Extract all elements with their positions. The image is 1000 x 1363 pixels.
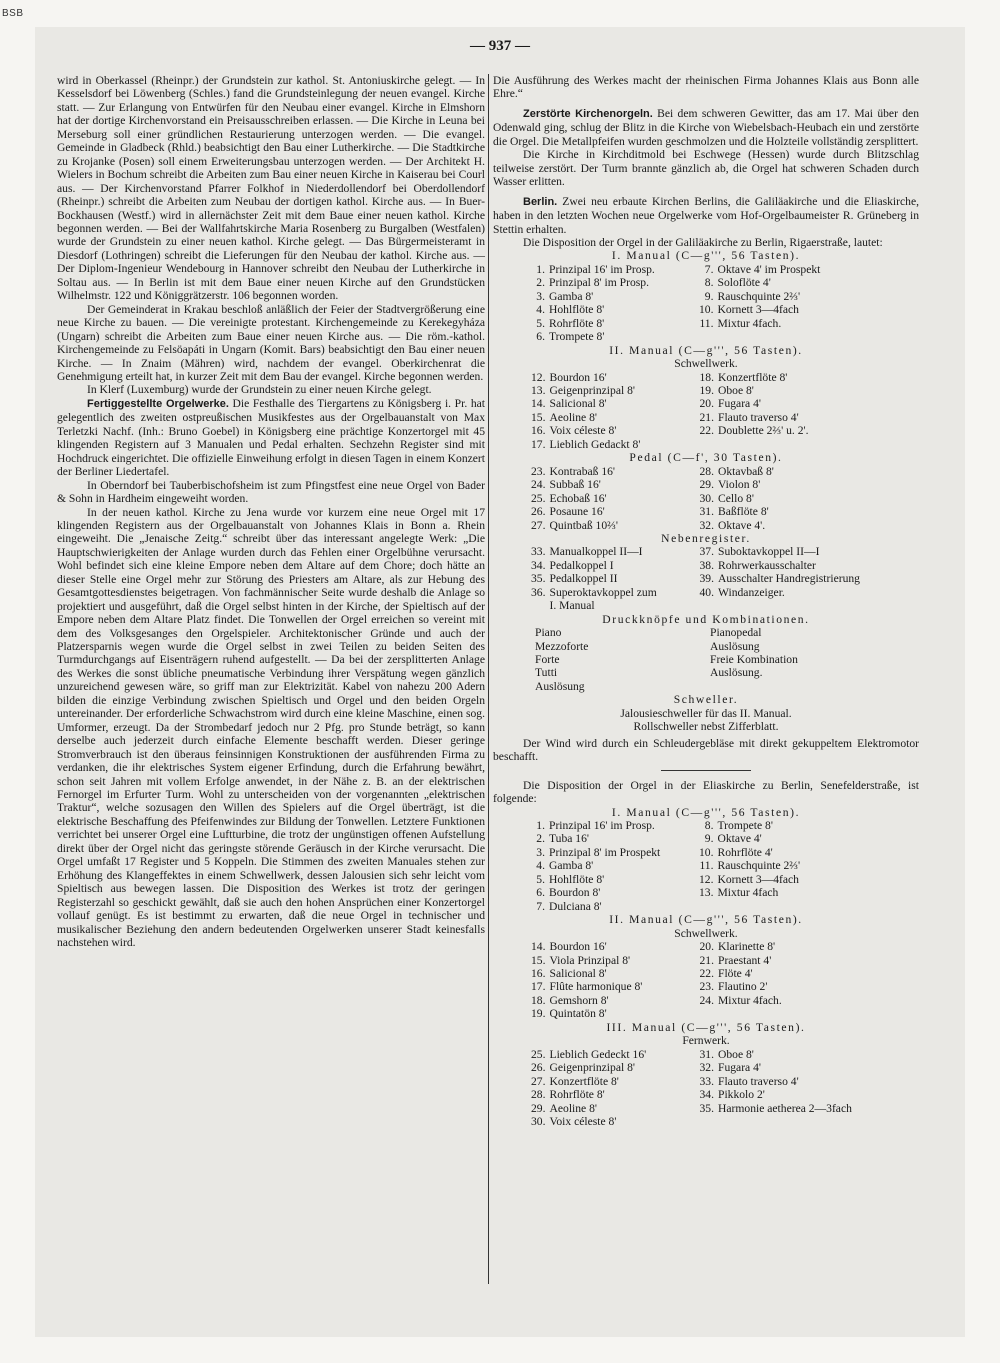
register-name: Fugara 4'	[718, 397, 761, 411]
register-number: 24.	[699, 993, 714, 1007]
register-name: Prinzipal 8' im Prosp.	[549, 276, 649, 290]
register-number: 5.	[536, 872, 545, 886]
register-number: 10.	[699, 303, 714, 317]
combination-item: Tutti	[535, 666, 558, 680]
combination-item	[710, 680, 885, 693]
register-number: 20.	[699, 940, 714, 954]
register-number: 2.	[536, 832, 545, 846]
register-number: 6.	[536, 330, 545, 344]
register-number: 1.	[536, 262, 545, 276]
register-row	[531, 371, 808, 384]
section-heading: Zerstörte Kirchenorgeln.	[523, 107, 653, 120]
register-number: 26.	[531, 505, 546, 519]
section-divider	[661, 770, 751, 771]
register-name: Mixtur 4fach.	[718, 993, 782, 1007]
manual-subheading: Schwellwerk.	[674, 926, 738, 940]
register-number: 25.	[531, 491, 546, 505]
register-number: 4.	[536, 859, 545, 873]
register-name: Oboe 8'	[718, 1047, 754, 1061]
register-number: 5.	[536, 316, 545, 330]
register-name: Trompete 8'	[549, 330, 605, 344]
register-table	[531, 1048, 852, 1129]
register-table	[531, 545, 860, 612]
register-name: Voix céleste 8'	[549, 1114, 617, 1128]
register-table	[531, 819, 800, 913]
register-number: 8.	[704, 819, 714, 833]
combination-row	[535, 666, 885, 679]
register-number: 22.	[699, 424, 714, 438]
section-heading: Fertiggestellte Orgelwerke.	[87, 397, 229, 410]
register-number: 3.	[536, 289, 545, 303]
register-row	[531, 572, 860, 585]
library-logo: BSB	[2, 8, 24, 19]
register-name: Mixtur 4fach.	[717, 316, 782, 330]
register-name: Gemshorn 8'	[549, 993, 609, 1007]
register-name: Geigenprinzipal 8'	[549, 383, 635, 397]
register-number: 30.	[531, 1114, 546, 1128]
register-number	[700, 1115, 719, 1128]
register-name: Gamba 8'	[549, 859, 594, 873]
register-row	[531, 411, 808, 424]
register-number: 33.	[531, 545, 546, 559]
register-row	[531, 1075, 852, 1088]
register-number: 22.	[699, 967, 714, 980]
register-number: 1.	[536, 819, 545, 833]
register-name: Posaune 16'	[549, 505, 605, 519]
register-row	[531, 599, 860, 612]
register-name: Manualkoppel II—I	[549, 545, 643, 559]
register-name: Violon 8'	[718, 478, 761, 492]
schweller-heading: Schweller.	[673, 693, 739, 707]
register-name: Aeoline 8'	[549, 1101, 597, 1115]
register-number: 33.	[699, 1074, 714, 1088]
register-name: Lieblich Gedeckt 16'	[549, 1047, 647, 1061]
register-name: Dulciana 8'	[549, 899, 602, 913]
section-text: Die Festhalle des Tiergartens zu Königsberg i. Pr. hat gelegentlich des zweiten ostpreußischen Musikfestes aus der Orgelbauanstalt von Max Terletzki Nachf. (Inh.: Bruno Goebel) in Königsberg eine prächtige Konzertorgel mit 45 klingenden Registern auf 3 Manualen und Pedal erhalten. Sechzehn Register sind mit Hochdruck eingerichtet. Die offizielle Einweihung erfolgt in diesen Tagen in einem Konzert der Berliner Liedertafel.	[57, 396, 486, 479]
register-number: 19.	[699, 383, 714, 397]
druckknoepfe-heading: Druckknöpfe und Kombinationen.	[602, 612, 810, 626]
register-name	[718, 438, 808, 451]
register-row	[531, 505, 774, 518]
register-number: 30.	[699, 491, 714, 505]
register-number	[700, 438, 719, 451]
register-name: Quintatön 8'	[549, 1007, 607, 1021]
register-name: Salicional 8'	[549, 967, 607, 980]
register-name: Tuba 16'	[549, 832, 589, 846]
register-name: Prinzipal 16' im Prosp.	[549, 262, 655, 276]
register-row	[531, 276, 820, 289]
nebenregister-heading: Nebenregister.	[661, 531, 751, 545]
register-name: Oboe 8'	[718, 383, 754, 397]
register-name: Flöte 4'	[718, 967, 753, 980]
register-row	[531, 263, 820, 276]
register-number	[700, 599, 719, 612]
register-row	[531, 819, 800, 832]
right-column	[493, 74, 919, 1128]
register-name: Klarinette 8'	[718, 940, 776, 954]
register-number: 17.	[531, 437, 546, 451]
register-row	[531, 438, 808, 451]
register-number: 12.	[531, 370, 546, 384]
register-name: Viola Prinzipal 8'	[549, 953, 631, 967]
register-number: 14.	[531, 397, 546, 411]
register-number: 23.	[699, 980, 714, 994]
register-name: Kontrabaß 16'	[549, 464, 616, 478]
register-name: Oktavbaß 8'	[718, 464, 774, 478]
section-berlin	[493, 195, 919, 236]
register-number: 23.	[531, 464, 546, 478]
register-name	[718, 1007, 782, 1020]
register-row	[531, 940, 782, 953]
register-number: 29.	[699, 478, 714, 492]
register-number: 15.	[531, 410, 546, 424]
register-name: Suboktavkoppel II—I	[718, 545, 820, 559]
schweller-line: Rollschweller nebst Zifferblatt.	[633, 720, 779, 734]
register-row	[531, 317, 820, 330]
register-row	[531, 967, 782, 980]
register-name: Rauschquinte 2⅔'	[717, 289, 801, 303]
register-name: Kornett 3—4fach	[717, 872, 799, 886]
register-name: Salicional 8'	[549, 397, 607, 411]
register-name: Fugara 4'	[718, 1061, 761, 1075]
section-heading: Berlin.	[523, 195, 558, 208]
register-row	[531, 303, 820, 316]
combination-row	[535, 680, 885, 693]
register-name: Flauto traverso 4'	[718, 410, 799, 424]
register-name: Mixtur 4fach	[717, 886, 779, 900]
register-name: Echobaß 16'	[549, 491, 607, 505]
register-number: 8.	[704, 276, 714, 290]
combination-item: Auslösung	[710, 639, 760, 653]
galilaea-disposition	[493, 249, 919, 763]
manual-heading: II. Manual (C—g''', 56 Tasten).	[609, 913, 803, 927]
register-row	[531, 559, 860, 572]
register-row	[531, 492, 774, 505]
left-column	[57, 74, 485, 949]
register-number	[700, 1007, 719, 1020]
register-name: Voix céleste 8'	[549, 424, 617, 438]
register-name: Flauto traverso 4'	[718, 1074, 799, 1088]
register-table	[531, 263, 820, 344]
register-number: 15.	[531, 953, 546, 967]
register-name: Cello 8'	[718, 491, 754, 505]
register-name: Pikkolo 2'	[718, 1088, 765, 1102]
register-number: 40.	[699, 585, 714, 599]
register-row	[531, 1061, 852, 1074]
register-name	[718, 330, 821, 343]
register-number: 16.	[531, 967, 546, 980]
register-name: Prinzipal 16' im Prosp.	[549, 819, 655, 833]
register-number: 7.	[704, 262, 714, 276]
register-name: Pedalkoppel I	[549, 558, 614, 572]
register-number: 14.	[531, 940, 546, 954]
register-name: I. Manual	[549, 599, 595, 613]
combination-row	[535, 640, 885, 653]
register-number: 18.	[699, 370, 714, 384]
manual-heading: III. Manual (C—g''', 56 Tasten).	[606, 1020, 806, 1034]
section-text: Bei dem schweren Gewitter, das am 17. Mai über den Odenwald ging, schlug der Blitz in die Kirche von Wiebelsbach-Heubach ein und zerstörte die Orgel. Die Metallpfeifen wurden geschmolzen und die Holzteile vollständig zersplittert.	[493, 106, 920, 148]
register-row	[531, 290, 820, 303]
register-row	[531, 397, 808, 410]
register-row	[531, 1115, 852, 1128]
elias-disposition	[493, 806, 919, 1129]
register-name: Baßflöte 8'	[718, 505, 769, 519]
register-name: Hohlflöte 8'	[549, 303, 605, 317]
register-name: Harmonie aetherea 2—3fach	[718, 1101, 852, 1115]
register-number: 17.	[531, 980, 546, 994]
register-name: Rohrflöte 8'	[549, 316, 605, 330]
register-number: 11.	[699, 859, 714, 873]
section-text: Zwei neu erbaute Kirchen Berlins, die Galiläakirche und die Eliaskirche, haben in den letzten Wochen neue Orgelwerke vom Hof-Orgelbaumeister R. Grüneberg in Stettin erhalten.	[493, 194, 919, 236]
register-number: 35.	[699, 1101, 714, 1115]
register-name: Rohrflöte 4'	[717, 845, 773, 859]
register-row	[531, 1048, 852, 1061]
register-number: 21.	[699, 410, 714, 424]
register-number: 34.	[531, 558, 546, 572]
combination-item: Auslösung	[535, 679, 585, 693]
combination-item: Mezzoforte	[535, 639, 589, 653]
register-name: Doublette 2⅔' u. 2'.	[718, 424, 809, 438]
register-name: Subbaß 16'	[549, 478, 601, 492]
combination-row	[535, 653, 885, 666]
news-paragraph: In der neuen kathol. Kirche zu Jena wurde vor kurzem eine neue Orgel mit 17 klingenden Registern aus der Orgelbauanstalt von Johannes Klais in Bonn a. Rhein eingeweiht. Die „Jenaische Zeitg.“ schreibt über das interessant angelegte Werk: „Die Hauptschwierigkeiten der Anlage wurden durch das Fehlen einer Orgelbühne verursacht. Wohl befindet sich eine kleine Empore neben dem Altare auf dem Chore; doch hätte an dieser Stelle eine Orgel mehr zur Störung des Priesters am Altare, als zur Hebung des Gesamtgottesdienstes beigetragen. Von fachmännischer Seite wurde deshalb die Anlage so projektiert und ausgeführt, daß die Orgel selbst hinten in der Kirche, der Spieltisch auf der Empore neben dem Altare Platz findet. Die Tonwellen der Orgel erreichen so vereint mit dem des Volksgesanges den Orgelspieler. Architektonischer Gründe und auch der Platzersparnis wegen wurde die Orgel selbst in zwei Teilen zu beiden Seiten des Turmdurchgangs auf Eisenträgern ruhend aufgestellt. — Da bei der zersplitterten Anlage des Werkes die sonst übliche pneumatische Verbindung ihrer Verspätung wegen gänzlich unzureichend gewesen wäre, so griff man zur Elektrizität. Kabel von nahezu 200 Adern bilden die einzige Verbindung zwischen Spieltisch und Orgel und den beiden Orgeln untereinander. Der erforderliche Schwachstrom wird durch eine kleine Maschine, einen sog. Umformer, erzeugt. Da der Strombedarf jedoch nur 2 Pfg. pro Stunde beträgt, so kann derselbe auch jederzeit durch einfache Elemente beschafft werden. Dieser geringe Stromverbrauch ist den überaus feinsinnigen Konstruktionen der ausführenden Firma zu verdanken, die ihr elektrisches System eigener Erfindung, durch die Erfahrung bewährt, schon seit Jahren mit vollem Erfolge anwendet, in der Nähe z. B. an der elektrischen Fernorgel im Erfurter Turm. Wohl zu unterscheiden von der vorgenannten „elektrischen Traktur“, welche sozusagen den Willen des Spielers auf die Orgel überträgt, ist die elektrische Beschaffung des Pfeifenwindes zur Bildung der Tonwellen. Letztere Funktionen verrichtet bei unserer Orgel eine Luftturbine, die trotz der ungünstigen offenen Aufstellung direkt über der Orgel nicht das geringste störende Geräusch in der Kirche verursacht. Die Orgel umfaßt 17 Register und 5 Koppeln. Die Stimmen des zweiten Manuales stehen zur Erhöhung des Klangeffektes in einem Schwellwerk, dessen Jalousien sich sehr leicht vom Spieltisch aus bewegen lassen. Die Disposition des Werkes ist trotz der geringen Registerzahl so geschickt gewählt, daß sie auch den hohen Ansprüchen einer Konzertorgel vollauf genügt. Es ist bestimmt zu erwarten, daß die neue Orgel in technischer und musikalischer Beziehung den andern bedeutenden Orgelwerken unserer Stadt keinesfalls nachstehen wird.	[57, 505, 485, 949]
register-number	[699, 330, 718, 343]
news-paragraph: In Klerf (Luxemburg) wurde der Grundstein zu einer neuen Kirche gelegt.	[87, 383, 432, 397]
wind-paragraph: Der Wind wird durch ein Schleudergebläse mit direkt gekuppeltem Elektromotor beschafft.	[493, 736, 919, 764]
register-name: Hohlflöte 8'	[549, 872, 605, 886]
combination-item: Forte	[535, 653, 560, 667]
register-name: Lieblich Gedackt 8'	[549, 437, 641, 451]
page-number: — 937 —	[470, 38, 530, 54]
register-name: Gamba 8'	[549, 289, 594, 303]
register-row	[531, 384, 808, 397]
news-paragraph: Die Kirche in Kirchditmold bei Eschwege (Hessen) wurde durch Blitzschlag teilweise zerstört. Der Turm brannte gänzlich ab, die Orgel hat schweren Schaden durch Wasser erlitten.	[493, 148, 919, 189]
register-name: Bourdon 16'	[549, 370, 607, 384]
manual-heading: I. Manual (C—g''', 56 Tasten).	[611, 249, 801, 263]
disposition-intro: Die Disposition der Orgel in der Eliaskirche zu Berlin, Senefelderstraße, ist folgende:	[493, 778, 919, 806]
register-number: 32.	[699, 1061, 714, 1075]
register-name	[718, 1115, 852, 1128]
register-row	[531, 859, 800, 872]
register-number: 2.	[536, 276, 545, 290]
register-table	[531, 940, 782, 1021]
register-row	[531, 519, 774, 532]
register-number: 29.	[531, 1101, 546, 1115]
register-name: Quintbaß 10⅔'	[549, 518, 618, 532]
register-number: 34.	[699, 1088, 714, 1102]
register-name: Ausschalter Handregistrierung	[718, 572, 860, 586]
disposition-intro: Die Disposition der Orgel in der Galiläakirche zu Berlin, Rigaerstraße, lautet:	[523, 235, 883, 249]
register-number: 16.	[531, 424, 546, 438]
register-number: 28.	[699, 464, 714, 478]
register-row	[531, 330, 820, 343]
register-row	[531, 478, 774, 491]
register-name: Kornett 3—4fach	[717, 303, 799, 317]
register-row	[531, 873, 800, 886]
register-name: Windanzeiger.	[718, 585, 785, 599]
manual-heading: I. Manual (C—g''', 56 Tasten).	[611, 805, 801, 819]
register-name: Geigenprinzipal 8'	[549, 1061, 635, 1075]
combination-row	[535, 626, 885, 639]
register-number: 13.	[699, 886, 714, 900]
register-number: 11.	[699, 316, 714, 330]
register-number: 37.	[699, 545, 714, 559]
register-name: Flûte harmonique 8'	[549, 980, 643, 994]
register-row	[531, 1007, 782, 1020]
section-zerstoert	[493, 107, 919, 148]
news-paragraph: In Oberndorf bei Tauberbischofsheim ist zum Pfingstfest eine neue Orgel von Bader & Sohn in Hardheim eingeweiht worden.	[57, 478, 485, 506]
register-number: 4.	[536, 303, 545, 317]
manual-subheading: Fernwerk.	[682, 1034, 730, 1048]
register-name: Rauschquinte 2⅔'	[717, 859, 801, 873]
combination-item: Freie Kombination	[710, 653, 798, 667]
register-name	[718, 599, 860, 612]
register-row	[531, 846, 800, 859]
register-number: 27.	[531, 518, 546, 532]
register-number: 36.	[531, 585, 546, 599]
register-row	[531, 994, 782, 1007]
register-name: Konzertflöte 8'	[549, 1074, 619, 1088]
combination-item: Piano	[535, 626, 562, 640]
register-number	[699, 900, 718, 913]
register-name: Soloflöte 4'	[717, 276, 771, 290]
register-row	[531, 465, 774, 478]
register-name: Praestant 4'	[718, 953, 772, 967]
register-number: 20.	[699, 397, 714, 411]
register-number: 10.	[699, 845, 714, 859]
combination-item: Auslösung.	[710, 666, 763, 680]
register-number: 9.	[704, 289, 714, 303]
register-number: 26.	[531, 1061, 546, 1075]
manual-heading: II. Manual (C—g''', 56 Tasten).	[609, 343, 803, 357]
combination-table	[535, 626, 885, 693]
register-number: 25.	[531, 1047, 546, 1061]
register-name: Bourdon 8'	[549, 886, 601, 900]
register-number: 13.	[531, 383, 546, 397]
combination-item: Pianopedal	[710, 626, 762, 640]
register-name: Pedalkoppel II	[549, 572, 618, 586]
register-name: Konzertflöte 8'	[718, 370, 788, 384]
register-name: Aeoline 8'	[549, 410, 597, 424]
register-number: 6.	[536, 886, 545, 900]
register-number: 27.	[531, 1074, 546, 1088]
register-row	[531, 545, 860, 558]
register-row	[531, 832, 800, 845]
register-name: Oktave 4' im Prospekt	[717, 262, 821, 276]
register-name: Bourdon 16'	[549, 940, 607, 954]
register-row	[531, 900, 800, 913]
register-number: 12.	[699, 872, 714, 886]
register-name: Oktave 4'.	[718, 518, 766, 532]
register-number: 28.	[531, 1088, 546, 1102]
register-name: Trompete 8'	[717, 819, 773, 833]
column-divider	[488, 74, 489, 1284]
register-name: Flautino 2'	[718, 980, 768, 994]
register-number: 35.	[531, 572, 546, 586]
register-number: 31.	[699, 1047, 714, 1061]
news-paragraph: Der Gemeinderat in Krakau beschloß anläßlich der Feier der Stadtvergrößerung eine neue Kirche zu bauen. — Die vereinigte protestant. Kirchengemeinde zu Kerekegyháza (Ungarn) schreibt die Arbeiten zum Baue einer neuen Kirche aus. — Die röm.-kathol. Kirchengemeinde zu Felsöapáti in Ungarn (Komit. Bars) beabsichtigt den Bau einer neuen Kirche. — In Znaim (Mähren) wird, nachdem der evangel. Oberkirchenrat die Genehmigung erteilt hat, in kurzer Zeit mit dem Bau der evangel. Kirche begonnen werden.	[57, 302, 485, 383]
register-number: 3.	[536, 845, 545, 859]
register-name	[718, 900, 801, 913]
register-number: 38.	[699, 558, 714, 572]
section-fertiggestellte	[57, 397, 485, 479]
register-number: 32.	[699, 518, 714, 532]
register-number: 19.	[531, 1007, 546, 1021]
register-number: 9.	[704, 832, 714, 846]
register-name: Prinzipal 8' im Prospekt	[549, 845, 661, 859]
register-name: Rohrflöte 8'	[549, 1088, 605, 1102]
register-row	[531, 980, 782, 993]
news-paragraph: wird in Oberkassel (Rheinpr.) der Grundstein zur kathol. St. Antoniuskirche gelegt. — In Kesselsdorf bei Löwenberg (Schles.) fand die Grundsteinlegung der neuen evangel. Kirche statt. — Zur Erlangung von Entwürfen für den Neubau einer evangel. Kirche in Elmshorn hat der dortige Kirchenvorstand ein Preisausschreiben erlassen. — Die Kirche in Leuna bei Merseburg soll einer gründlichen Restaurierung unterzogen werden. — Die evangel. Gemeinde in Gladbeck (Rhld.) beabsichtigt den Bau einer Lutherkirche. — Die Stadtkirche zu Krojanke (Posen) soll einem Erweiterungsbau unterzogen werden. — Der Architekt H. Wielers in Bochum schreibt die Arbeiten zum Bau einer neuen Kirche in Kaiserau bei Courl aus. — Der Kirchenvorstand Pfarrer Folkhof in Niederdollendorf bei Oberdollendorf (Rheinpr.) schreibt die Arbeiten zum Neubau der dortigen kathol. Kirche aus. — In Buer-Bockhausen (Westf.) wird in allernächster Zeit mit dem Baue einer neuen kathol. Kirche begonnen werden. — Bei der Wallfahrtskirche Maria Rosenberg zu Burgalben (Westfalen) wurde der Grundstein zu einer neuen kathol. Kirche gelegt. — Das Bürgermeisteramt in Diesdorf (Lothringen) schreibt die Lieferungen für den Neubau der kathol. Kirche aus. — Der Diplom-Ingenieur Wendebourg in Hannover schreibt den Neubau der Lutherkirche in Soltau aus. — In Berlin ist mit dem Baue einer neuen Kirche auf den Grundstücken Wilhelmstr. 122 und Königgrätzerstr. 106 begonnen worden.	[57, 74, 485, 303]
register-row	[531, 586, 860, 599]
register-name: Rohrwerkausschalter	[718, 558, 816, 572]
register-table	[531, 371, 808, 452]
register-number: 31.	[699, 505, 714, 519]
manual-subheading: Schwellwerk.	[674, 357, 738, 371]
pedal-heading: Pedal (C—f', 30 Tasten).	[629, 451, 783, 465]
register-row	[531, 1088, 852, 1101]
register-number: 21.	[699, 953, 714, 967]
register-row	[531, 886, 800, 899]
register-table	[531, 465, 774, 532]
register-name: Oktave 4'	[717, 832, 762, 846]
register-row	[531, 424, 808, 437]
register-number: 39.	[699, 572, 714, 586]
register-row	[531, 1102, 852, 1115]
schweller-line: Jalousieschweller für das II. Manual.	[620, 706, 792, 720]
register-name: Superoktavkoppel zum	[549, 585, 657, 599]
register-number	[531, 599, 550, 612]
news-paragraph: Die Ausführung des Werkes macht der rheinischen Firma Johannes Klais aus Bonn alle Ehre.“	[493, 74, 919, 101]
register-number: 24.	[531, 478, 546, 492]
register-number: 18.	[531, 993, 546, 1007]
register-number: 7.	[536, 899, 545, 913]
register-row	[531, 954, 782, 967]
